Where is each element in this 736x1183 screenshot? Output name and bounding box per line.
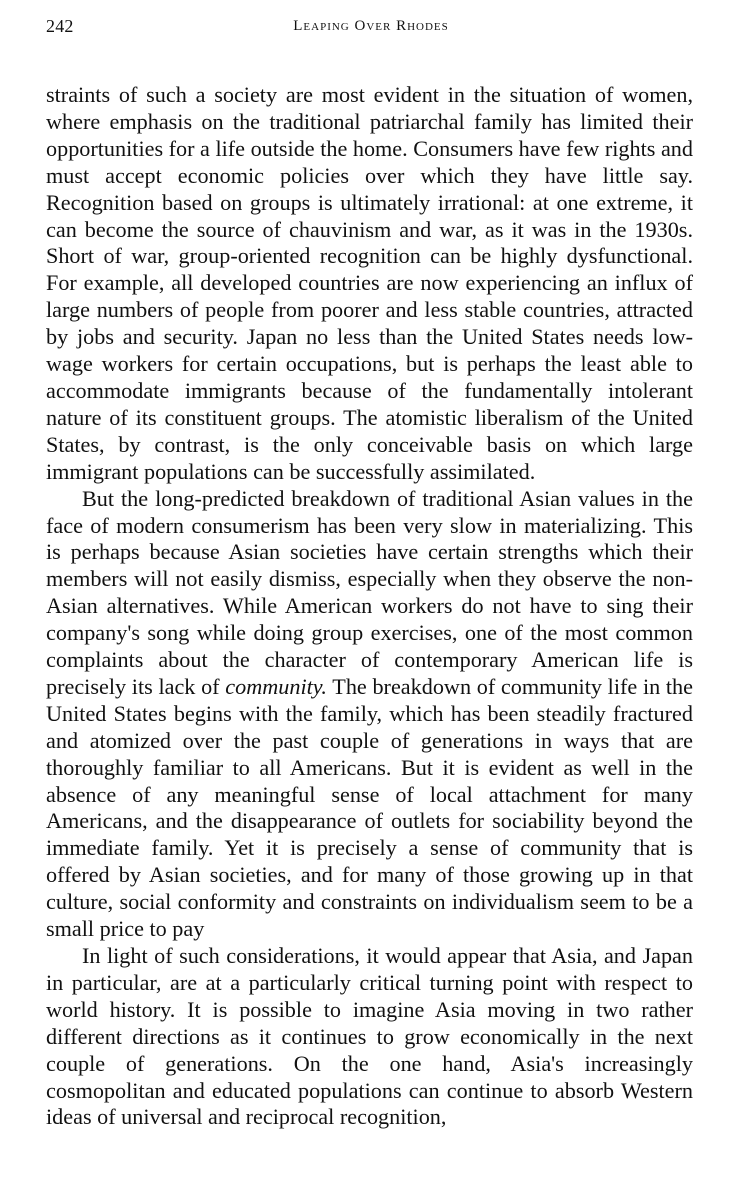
paragraph-2-emphasis: community.: [225, 673, 327, 699]
running-head: Leaping Over Rhodes: [293, 18, 449, 34]
paragraph-2: [46, 486, 693, 943]
paragraph-3: In light of such considerations, it would appear that Asia, and Japan in particular, are at a particularly critical turning point with respect to world history. It is possible to imagine Asia moving in two rather different directions as it continues to grow economically in the next couple of generations. On the one hand, Asia's increasingly cosmopolitan and educated populations can continue to absorb Western ideas of universal and reciprocal recognition,: [46, 943, 693, 1130]
paragraph-2-text-b: The breakdown of community life in the United States begins with the family, which has been steadily fractured and atomized over the past couple of generations in ways that are thoroughly familiar to all Americans. But it is evident as well in the absence of any meaningful sense of local attachment for many Americans, and the disappearance of outlets for sociability beyond the immediate family. Yet it is precisely a sense of community that is offered by Asian societies, and for many of those growing up in that culture, social conformity and constraints on individualism seem to be a small price to pay: [46, 673, 694, 942]
paragraph-2-text-a: But the long-predicted breakdown of traditional Asian values in the face of modern consumerism has been very slow in materializing. This is perhaps because Asian societies have certain strengths which their members will not easily dismiss, especially when they observe the non-Asian alternatives. While American workers do not have to sing their company's song while doing group exercises, one of the most common complaints about the character of contemporary American life is precisely its lack of: [46, 485, 693, 699]
body-text: [46, 82, 693, 1131]
page-number: 242: [46, 16, 74, 36]
paragraph-1: straints of such a society are most evident in the situation of women, where emphasis on the traditional patriarchal family has limited their opportunities for a life outside the home. Consumers have few rights and must accept economic policies over which they have little say. Recognition based on groups is ultimately irrational: at one extreme, it can become the source of chauvinism and war, as it was in the 1930s. Short of war, group-oriented recognition can be highly dysfunctional. For example, all developed countries are now experiencing an influx of large numbers of people from poorer and less stable countries, attracted by jobs and security. Japan no less than the United States needs low-wage workers for certain occupations, but is perhaps the least able to accommodate immigrants because of the fundamentally intolerant nature of its constituent groups. The atomistic liberalism of the United States, by contrast, is the only conceivable basis on which large immigrant populations can be successfully assimilated.: [46, 82, 693, 484]
page-header: [46, 14, 696, 42]
